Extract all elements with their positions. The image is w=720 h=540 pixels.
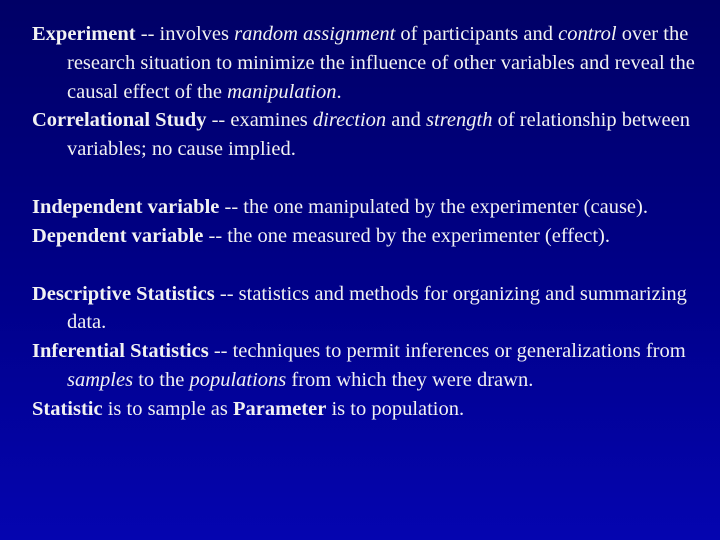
definition-text: from which they were drawn. (286, 368, 534, 391)
term: Experiment (32, 23, 136, 45)
definition-entry (32, 222, 700, 251)
definition-text: -- statistics and methods for organizing and summarizing data. (67, 282, 687, 334)
definition-entry (32, 337, 700, 395)
slide-content (32, 20, 700, 424)
emphasis-text: random assignment (234, 23, 396, 45)
definition-text: of participants and (395, 23, 559, 45)
term: Correlational Study (32, 109, 207, 132)
term: Descriptive Statistics (32, 282, 215, 305)
section-gap (32, 164, 700, 193)
term: Dependent variable (32, 224, 204, 247)
emphasis-text: samples (67, 368, 134, 391)
emphasis-text: strength (426, 109, 493, 132)
definition-text: is to population. (326, 397, 465, 420)
term: Independent variable (32, 195, 220, 218)
definition-entry (32, 20, 700, 106)
definition-entry (32, 106, 700, 164)
emphasis-text: control (558, 23, 617, 45)
definition-text: is to sample as (102, 397, 233, 420)
definition-entry (32, 280, 700, 338)
term: Parameter (233, 397, 327, 420)
definition-text: of relationship between variables; no cause implied. (67, 109, 691, 161)
definition-text: -- techniques to permit inferences or generalizations from (208, 340, 686, 363)
definition-text: over the research situation to minimize the influence of other variables and reveal the causal effect of the (67, 23, 695, 103)
definition-entry (32, 193, 700, 222)
definition-text: -- involves (135, 23, 235, 45)
definition-text: to the (133, 368, 190, 391)
emphasis-text: manipulation (227, 80, 337, 103)
definition-text: and (386, 109, 427, 132)
definition-text: -- the one measured by the experimenter (effect). (203, 224, 610, 247)
emphasis-text: populations (189, 368, 287, 391)
emphasis-text: direction (312, 109, 387, 132)
definition-text: -- the one manipulated by the experimenter (cause). (219, 195, 648, 218)
section-gap (32, 251, 700, 280)
term: Inferential Statistics (32, 340, 209, 363)
definition-text: -- examines (206, 109, 313, 132)
term: Statistic (32, 397, 103, 420)
definition-text: . (336, 80, 342, 103)
definition-entry (32, 395, 700, 424)
